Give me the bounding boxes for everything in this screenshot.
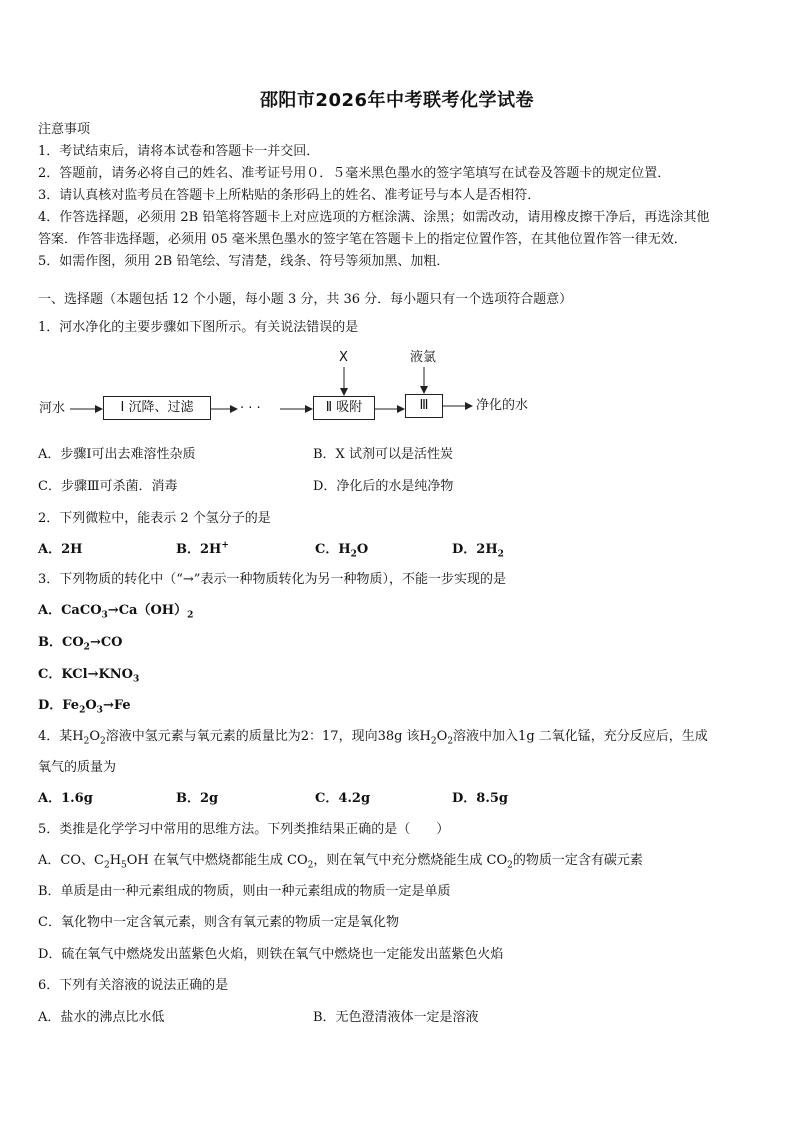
section-heading: 一、选择题（本题包括 12 个小题，每小题 3 分，共 36 分．每小题只有一个选项符合题意） <box>38 292 573 307</box>
flow-reagent-x: X <box>339 350 348 365</box>
q3-option-a <box>38 603 193 619</box>
q3-option-a-sub1: 3 <box>101 610 108 621</box>
q2-option-c <box>315 542 368 558</box>
q2-stem: 2．下列微粒中，能表示 2 个氢分子的是 <box>38 511 271 526</box>
q1-option-b: B．X 试剂可以是活性炭 <box>313 447 453 462</box>
note-item-1: 1．考试结束后，请将本试卷和答题卡一并交回． <box>38 144 320 159</box>
q3-option-a-sub2: 2 <box>187 610 194 621</box>
q3-option-b-sub: 2 <box>83 642 90 653</box>
notes-heading: 注意事项 <box>38 122 91 137</box>
q4-stem-sub3: 2 <box>430 736 437 747</box>
q4-stem-sub2: 2 <box>100 736 106 747</box>
q5-option-a-sub2: 5 <box>121 860 127 871</box>
q3-option-b-tail: →CO <box>89 635 123 650</box>
note-item-4-cont: 答案．作答非选择题，必须用 05 毫米黑色墨水的签字笔在答题卡上的指定位置作答，在其他位置作答一律无效． <box>38 232 687 247</box>
q2-option-a: A．2H <box>38 542 83 557</box>
q5-option-a-part4: ，则在氧气中充分燃烧能生成 CO <box>313 853 508 868</box>
q4-option-b: B．2g <box>176 791 219 806</box>
q2-option-d <box>452 542 504 558</box>
q4-option-d: D．8.5g <box>452 791 508 806</box>
q5-option-c: C．氧化物中一定含氧元素，则含有氧元素的物质一定是氧化物 <box>38 915 399 930</box>
q5-option-a-sub1: 2 <box>103 860 110 871</box>
q3-option-d-text: D．Fe <box>38 698 80 713</box>
q3-option-d-sub2: 3 <box>96 705 103 716</box>
flow-output: 净化的水 <box>476 398 529 413</box>
q2-option-b-sup: + <box>221 540 229 551</box>
note-item-3: 3．请认真核对监考员在答题卡上所粘贴的条形码上的姓名、准考证号与本人是否相符． <box>38 188 541 203</box>
q1-stem: 1．河水净化的主要步骤如下图所示。有关说法错误的是 <box>38 320 359 335</box>
q4-stem-line2: 氧气的质量为 <box>38 760 117 775</box>
q4-stem-sub1: 2 <box>83 736 90 747</box>
q5-option-a-sub4: 2 <box>507 860 513 871</box>
exam-title: 邵阳市2026年中考联考化学试卷 <box>259 90 535 111</box>
q3-option-c-text: C．KCl→KNO <box>38 667 133 682</box>
q1-option-c: C．步骤Ⅲ可杀菌．消毒 <box>38 479 178 494</box>
flow-step1-box: Ⅰ 沉降、过滤 <box>103 396 211 420</box>
q4-stem-part3: 溶液中氢元素与氧元素的质量比为2：17，现向38g 该H <box>105 729 431 744</box>
q5-option-a-part2: H <box>109 853 122 868</box>
q4-stem-part4: O <box>436 729 448 744</box>
flow-input-river: 河水 <box>39 401 66 416</box>
q5-option-a-part3: OH 在氧气中燃烧都能生成 CO <box>126 853 308 868</box>
q3-option-d-sub1: 2 <box>79 705 86 716</box>
q3-option-d-mid: O <box>85 698 97 713</box>
q2-option-c-tail: O <box>356 542 369 557</box>
flow-reagent-chlorine: 液氯 <box>410 350 437 365</box>
note-item-2: 2．答题前，请务必将自己的姓名、准考证号用０．５毫米黑色墨水的签字笔填写在试卷及答题卡的规定位置． <box>38 166 671 181</box>
q6-stem: 6．下列有关溶液的说法正确的是 <box>38 978 229 993</box>
note-item-4: 4．作答选择题，必须用 2B 铅笔将答题卡上对应选项的方框涂满、涂黑；如需改动，请用橡皮擦干净后，再选涂其他 <box>38 210 710 225</box>
q2-option-b-text: B．2H <box>176 542 222 557</box>
q4-option-a: A．1.6g <box>38 791 93 806</box>
q1-option-a: A．步骤Ⅰ可出去难溶性杂质 <box>38 447 196 462</box>
q3-stem: 3．下列物质的转化中（“→”表示一种物质转化为另一种物质），不能一步实现的是 <box>38 572 506 587</box>
q3-option-c <box>38 667 139 683</box>
q2-option-b <box>176 542 229 558</box>
q2-option-c-text: C．H <box>315 542 351 557</box>
q4-stem-part1: 4．某H <box>38 729 84 744</box>
q3-option-a-mid: →Ca（OH） <box>107 603 188 618</box>
q5-option-b: B．单质是由一种元素组成的物质，则由一种元素组成的物质一定是单质 <box>38 884 451 899</box>
q4-stem-part2: O <box>89 729 101 744</box>
q5-option-a-part5: 的物质一定含有碳元素 <box>512 853 643 868</box>
q3-option-b-text: B．CO <box>38 635 84 650</box>
q1-option-d: D．净化后的水是纯净物 <box>313 479 454 494</box>
flow-dots: · · · <box>240 401 261 416</box>
q2-option-d-text: D．2H <box>452 542 498 557</box>
q6-option-b: B．无色澄清液体一定是溶液 <box>313 1010 479 1025</box>
q2-option-d-sub: 2 <box>497 549 504 560</box>
q3-option-c-sub: 3 <box>132 674 140 685</box>
q5-option-a <box>38 853 643 869</box>
q4-stem <box>38 729 708 745</box>
q5-option-a-sub3: 2 <box>307 860 314 871</box>
q4-stem-sub4: 2 <box>447 736 454 747</box>
q3-option-d <box>38 698 131 714</box>
q5-option-d: D．硫在氧气中燃烧发出蓝紫色火焰，则铁在氧气中燃烧也一定能发出蓝紫色火焰 <box>38 947 504 962</box>
q3-option-a-text: A．CaCO <box>38 603 102 618</box>
flow-step2-box: Ⅱ 吸附 <box>313 396 375 420</box>
q5-option-a-part1: A．CO、C <box>38 853 104 868</box>
q3-option-d-tail: →Fe <box>102 698 131 713</box>
q6-option-a: A．盐水的沸点比水低 <box>38 1010 165 1025</box>
q5-stem: 5．类推是化学学习中常用的思维方法。下列类推结果正确的是（ ） <box>38 822 450 837</box>
water-purification-diagram <box>0 0 794 440</box>
q2-option-c-sub: 2 <box>350 549 357 560</box>
flow-step3-box: Ⅲ <box>405 394 443 418</box>
q3-option-b <box>38 635 123 651</box>
q4-stem-part5: 溶液中加入1g 二氧化锰，充分反应后，生成 <box>453 729 708 744</box>
q4-option-c: C．4.2g <box>315 791 371 806</box>
note-item-5: 5．如需作图，须用 2B 铅笔绘、写清楚，线条、符号等须加黑、加粗． <box>38 254 450 269</box>
